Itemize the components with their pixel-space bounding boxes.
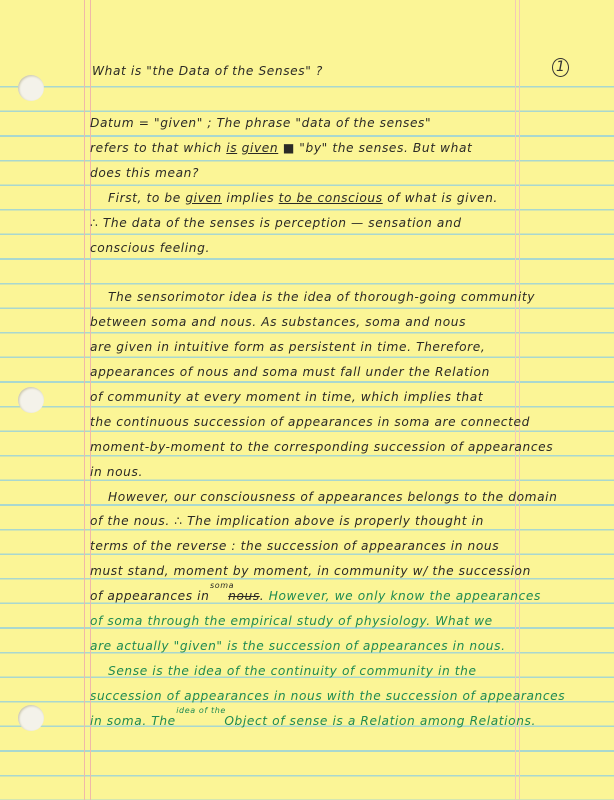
text-segment: does this mean? xyxy=(90,165,200,180)
text-segment: given xyxy=(185,190,222,205)
text-segment: appearances of nous and soma must fall under the Relation xyxy=(90,365,490,379)
page-title: What is "the Data of the Senses" ? xyxy=(92,64,323,78)
text-line xyxy=(90,340,485,354)
text-segment: terms of the reverse : the succession of appearances in nous xyxy=(90,539,500,554)
text-line xyxy=(90,639,506,653)
text-line xyxy=(90,514,484,528)
text-line xyxy=(90,539,499,553)
text-segment: Object of sense is a Relation among Relations. xyxy=(219,713,536,728)
text-line xyxy=(90,440,553,454)
insertion-note: soma xyxy=(209,581,235,591)
text-line xyxy=(90,614,493,628)
text-segment: First, to be xyxy=(108,190,186,205)
insertion-note: idea of the xyxy=(176,705,226,715)
text-line xyxy=(90,664,477,678)
text-segment: of the nous. ∴ The implication above is properly thought in xyxy=(90,514,484,529)
text-segment: However, we only know the appearances xyxy=(268,589,541,604)
text-line xyxy=(90,564,531,578)
text-line xyxy=(90,365,490,379)
text-line xyxy=(90,415,530,429)
text-line xyxy=(90,689,565,703)
text-segment: of community at every moment in time, which implies that xyxy=(90,389,484,404)
right-margin-rule xyxy=(515,0,520,800)
text-line xyxy=(90,490,558,504)
text-segment: must stand, moment by moment, in community w/ the succession xyxy=(90,564,531,579)
text-line xyxy=(90,166,199,180)
text-segment: . xyxy=(259,589,269,604)
text-line xyxy=(90,705,536,728)
text-segment: are given in intuitive form as persistent in time. Therefore, xyxy=(90,340,486,355)
text-segment: the continuous succession of appearances in soma are connected xyxy=(90,414,530,429)
text-segment: between soma and nous. As substances, soma and nous xyxy=(90,315,467,330)
text-segment: The sensorimotor idea is the idea of thorough-going community xyxy=(108,290,536,305)
text-line xyxy=(90,116,431,130)
text-segment: in soma. The xyxy=(90,713,181,728)
text-segment: ■ "by" the senses. But what xyxy=(278,140,473,155)
page-number: 1 xyxy=(552,58,569,77)
page-header-band xyxy=(0,0,614,62)
text-line xyxy=(90,315,466,329)
text-line xyxy=(90,290,535,304)
text-line xyxy=(90,390,483,404)
text-segment: of what is given. xyxy=(382,190,498,205)
text-segment: ∴ The data of the senses is perception — sensation and xyxy=(90,215,462,230)
text-segment: in nous. xyxy=(90,464,143,479)
text-segment: succession of appearances in nous with the succession of appearances xyxy=(90,688,566,703)
text-segment: conscious feeling. xyxy=(90,240,210,255)
punch-hole xyxy=(18,705,44,731)
struck-word: nous xyxy=(228,589,260,604)
text-line xyxy=(90,141,472,155)
text-segment: of soma through the empirical study of physiology. What we xyxy=(90,614,493,628)
text-segment: However, our consciousness of appearances belongs to the domain xyxy=(108,489,558,504)
text-segment: of appearances in xyxy=(90,589,214,604)
text-segment: Datum = "given" ; The phrase "data of the senses" xyxy=(90,116,432,130)
text-segment: given xyxy=(241,140,279,155)
text-segment: is xyxy=(226,140,238,155)
text-segment: moment-by-moment to the corresponding succession of appearances xyxy=(90,439,554,454)
text-segment: are actually "given" is the succession of appearances in nous. xyxy=(90,638,506,653)
text-segment: refers to that which xyxy=(90,140,227,155)
punch-hole xyxy=(18,75,44,101)
text-segment: implies xyxy=(221,190,279,205)
punch-hole xyxy=(18,387,44,413)
text-line xyxy=(90,241,210,255)
text-line xyxy=(90,191,498,205)
text-line xyxy=(90,216,462,230)
text-line xyxy=(90,465,143,479)
text-line xyxy=(90,581,541,604)
text-segment: Sense is the idea of the continuity of community in the xyxy=(108,663,477,678)
text-segment: to be conscious xyxy=(278,190,383,205)
